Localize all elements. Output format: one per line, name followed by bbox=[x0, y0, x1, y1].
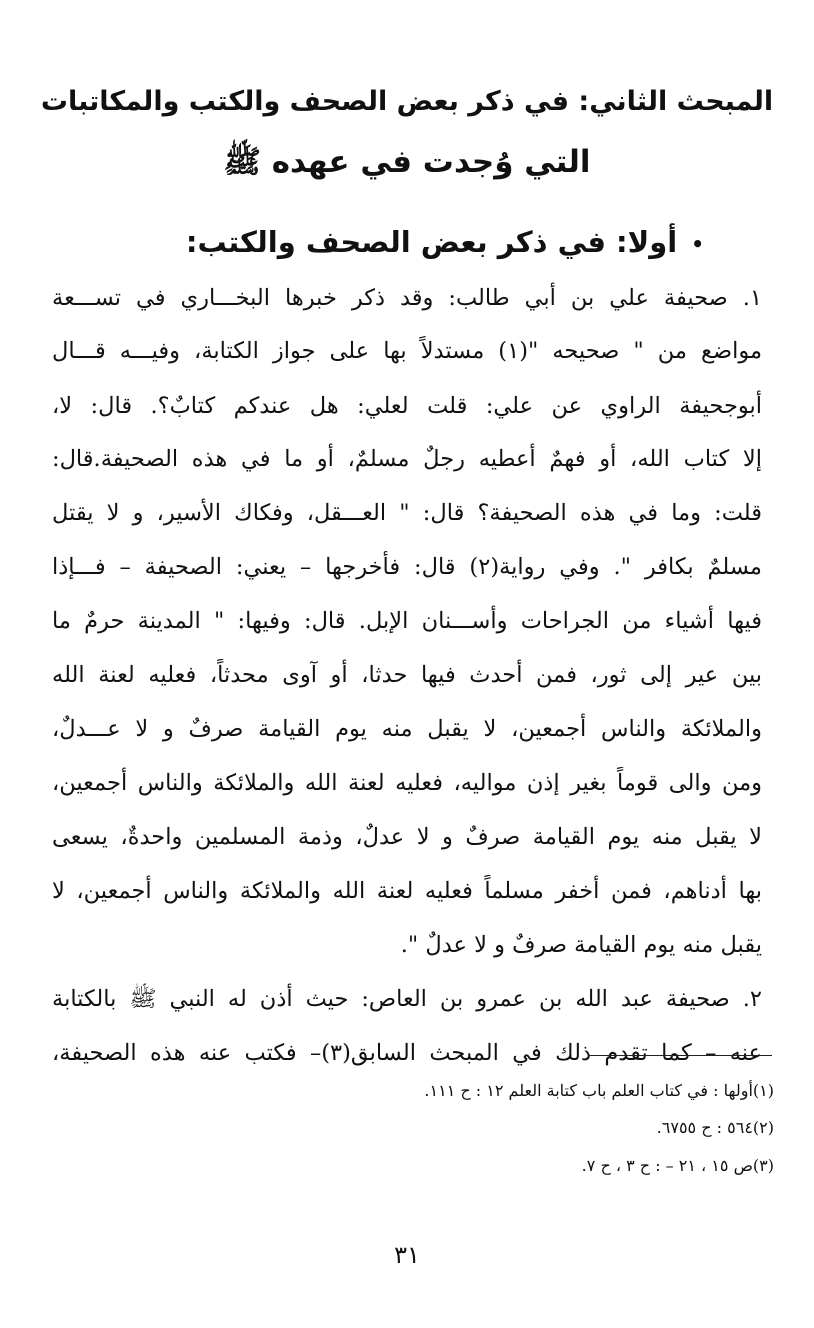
chapter-title-line-2: التي وُجدت في عهده ﷺ bbox=[223, 144, 591, 180]
bullet-marker: • bbox=[691, 232, 704, 256]
footnote: (٣)ص ١٥ ، ٢١ – : ح ٣ ، ح ٧. bbox=[581, 1156, 774, 1175]
page-number: ٣١ bbox=[394, 1241, 420, 1269]
section-heading bbox=[186, 222, 704, 264]
body-line: والملائكة والناس أجمعين، لا يقبل منه يوم القيامة صرفٌ و لا عـــدلٌ، bbox=[52, 716, 762, 742]
body-line: بين عير إلى ثور، فمن أحدث فيها حدثا، أو آوى محدثاً، فعليه لعنة الله bbox=[52, 662, 762, 688]
body-line: إلا كتاب الله، أو فهمٌ أعطيه رجلٌ مسلمٌ، أو ما في هذه الصحيفة.قال: bbox=[52, 446, 762, 472]
body-line: قلت: وما في هذه الصحيفة؟ قال: " العـــقل، وفكاك الأسير، و لا يقتل bbox=[52, 500, 762, 526]
footnote: (١)أولها : في كتاب العلم باب كتابة العلم ١٢ : ح ١١١. bbox=[424, 1081, 774, 1100]
section-heading-text: أولا: في ذكر بعض الصحف والكتب: bbox=[185, 225, 678, 259]
body-line: أبوجحيفة الراوي عن علي: قلت لعلي: هل عندكم كتابٌ؟. قال: لا، bbox=[52, 393, 762, 419]
body-line: لا يقبل منه يوم القيامة صرفٌ و لا عدلٌ، وذمة المسلمين واحدةٌ، يسعى bbox=[52, 824, 762, 850]
body-line: بها أدناهم، فمن أخفر مسلماً فعليه لعنة الله والملائكة والناس أجمعين، لا bbox=[52, 878, 762, 904]
body-line: فيها أشياء من الجراحات وأســـنان الإبل. قال: وفيها: " المدينة حرمٌ ما bbox=[52, 608, 762, 634]
body-line: يقبل منه يوم القيامة صرفٌ و لا عدلٌ ". bbox=[400, 932, 762, 958]
body-line: ومن والى قوماً بغير إذن مواليه، فعليه لعنة الله والملائكة والناس أجمعين، bbox=[52, 770, 762, 796]
body-line: ٢. صحيفة عبد الله بن عمرو بن العاص: حيث أذن له النبي ﷺ بالكتابة bbox=[52, 986, 762, 1012]
body-line: عنه – كما تقدم ذلك في المبحث السابق(٣)– فكتب عنه هذه الصحيفة، bbox=[52, 1040, 762, 1066]
chapter-title-line-1: المبحث الثاني: في ذكر بعض الصحف والكتب والمكاتبات bbox=[40, 86, 774, 117]
body-line: مواضع من " صحيحه "(١) مستدلاً بها على جواز الكتابة، وفيـــه قـــال bbox=[52, 338, 762, 364]
body-line: ١. صحيفة علي بن أبي طالب: وقد ذكر خبرها البخـــاري في تســـعة bbox=[52, 285, 762, 311]
body-line: مسلمٌ بكافر ". وفي رواية(٢) قال: فأخرجها – يعني: الصحيفة – فـــإذا bbox=[52, 554, 762, 580]
footnote: (٢)٥٦٤ : ح ٦٧٥٥. bbox=[656, 1118, 774, 1137]
footnote-separator bbox=[588, 1055, 772, 1056]
